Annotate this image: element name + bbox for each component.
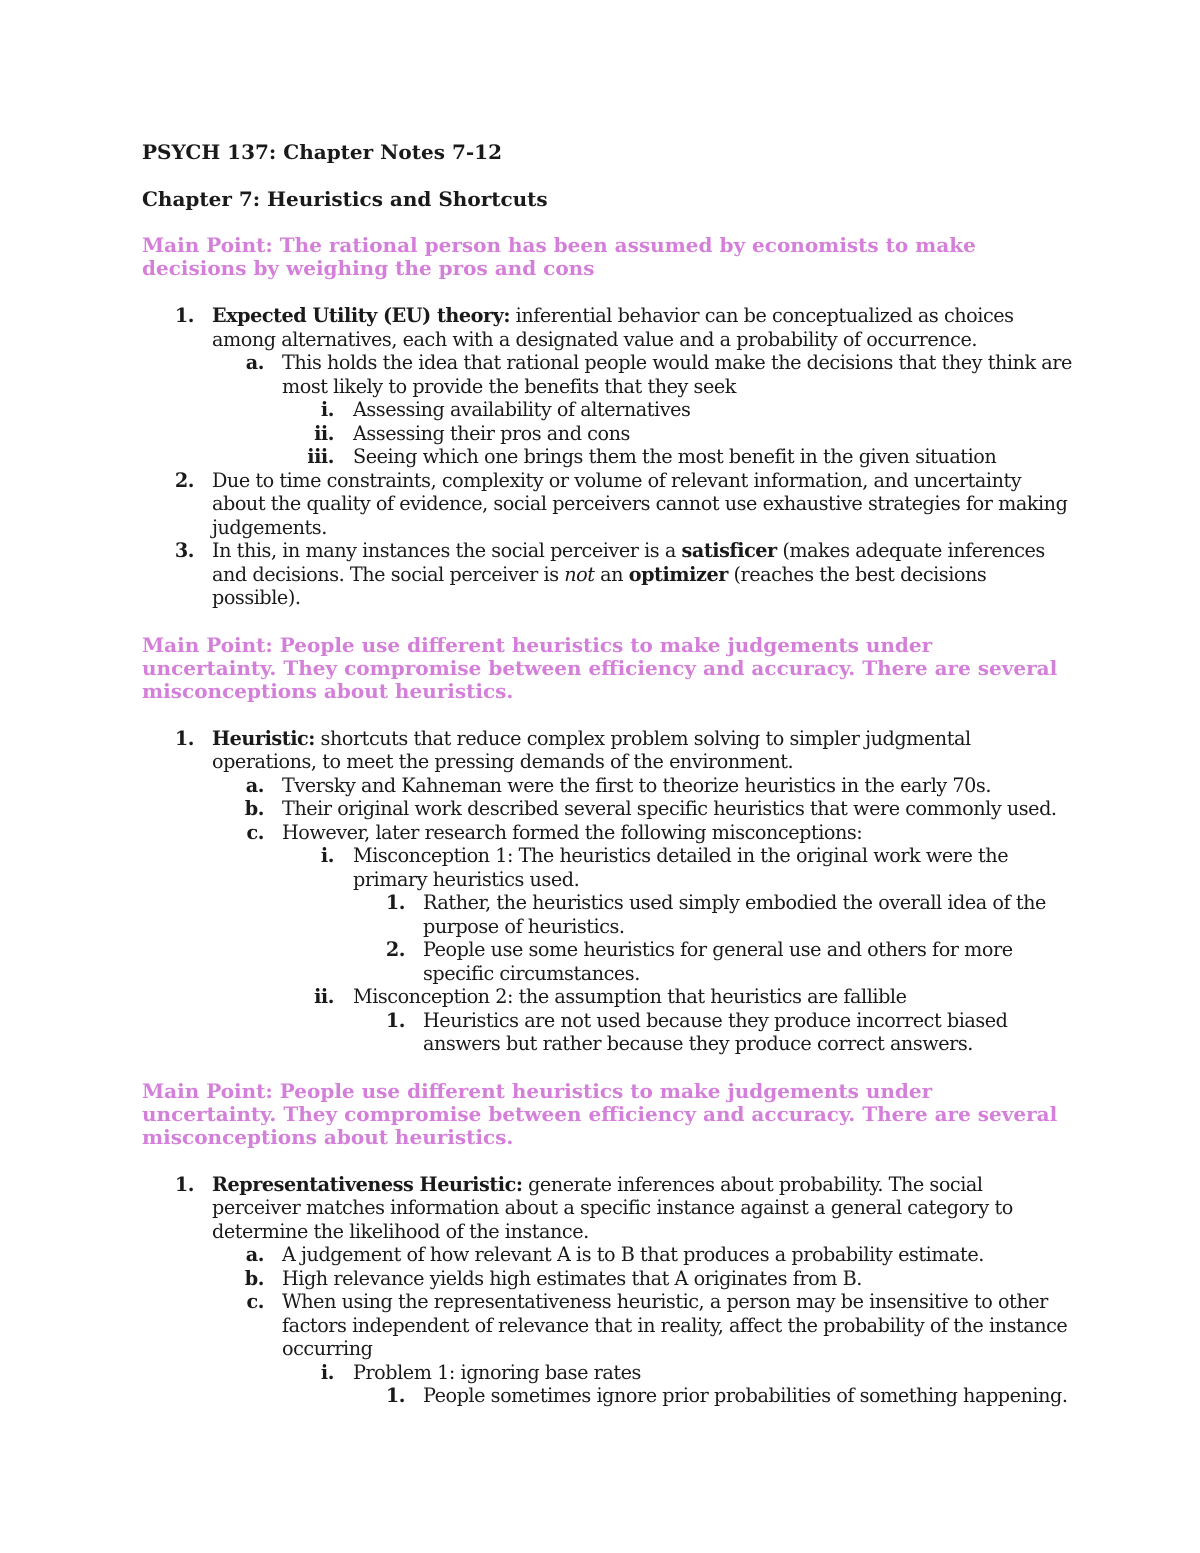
list-item [142, 539, 1072, 610]
document-page [142, 140, 1072, 1432]
list-text: People use some heuristics for general use and others for more specific circumstances. [423, 938, 1013, 985]
list-text: Their original work described several specific heuristics that were commonly used. [282, 797, 1057, 820]
list-item [142, 821, 1072, 845]
list-number: 1. [174, 1172, 194, 1196]
list-number: i. [320, 844, 334, 867]
list-item [142, 727, 1072, 774]
list-item [142, 1173, 1072, 1244]
list-text: Due to time constraints, complexity or volume of relevant information, and uncertainty about the quality of evidence, social perceivers cannot use exhaustive strategies for making judgements. [212, 468, 1068, 539]
list-number: 3. [174, 539, 194, 562]
list-text: inferential behavior can be conceptualized as choices among alternatives, each with a designated value and a probability of occurrence. [212, 304, 1014, 351]
chapter-title: Chapter 7: Heuristics and Shortcuts [142, 187, 548, 211]
list-item [142, 1361, 1072, 1385]
list-number: a. [245, 1243, 264, 1266]
list-item [142, 985, 1072, 1009]
list-text: Misconception 2: the assumption that heuristics are fallible [353, 985, 907, 1008]
list-text: When using the representativeness heuristic, a person may be insensitive to other factors independent of relevance that in reality, affect the probability of the instance occurring [282, 1290, 1068, 1360]
list-number: ii. [314, 985, 334, 1008]
list-text: High relevance yields high estimates that A originates from B. [282, 1266, 862, 1290]
list-text: (reaches the best decisions possible). [212, 562, 987, 609]
list-number: b. [244, 1266, 264, 1290]
list-text: Heuristics are not used because they produce incorrect biased answers but rather because they produce correct answers. [423, 1008, 1008, 1055]
list-number: i. [320, 398, 334, 421]
list-number: 1. [174, 726, 194, 750]
term-satisficer: satisficer [681, 539, 777, 562]
list-number: c. [246, 1290, 264, 1313]
term-optimizer: optimizer [628, 562, 728, 586]
list-number: ii. [314, 421, 334, 445]
outline-list-1 [142, 304, 1072, 610]
outline-list-2 [142, 727, 1072, 1056]
list-text: This holds the idea that rational people would make the decisions that they think are most likely to provide the benefits that they seek [282, 351, 1072, 398]
list-item [142, 351, 1072, 398]
list-text: Seeing which one brings them the most benefit in the given situation [353, 445, 997, 468]
list-number: 2. [174, 468, 194, 492]
list-item [142, 304, 1072, 351]
list-item [142, 797, 1072, 821]
document-title: PSYCH 137: Chapter Notes 7-12 [142, 140, 502, 164]
list-number: 1. [385, 891, 405, 914]
list-number: a. [245, 351, 264, 374]
main-point-1: Main Point: The rational person has been assumed by economists to make decisions by weighing the pros and cons [142, 233, 976, 280]
list-text: People sometimes ignore prior probabilities of something happening. [423, 1384, 1068, 1407]
list-item [142, 1009, 1072, 1056]
list-number: a. [245, 773, 264, 797]
list-number: 1. [174, 304, 194, 327]
list-number: i. [320, 1360, 334, 1384]
list-text: an [594, 562, 629, 586]
term-representativeness-heuristic: Representativeness Heuristic: [212, 1172, 523, 1196]
list-item [142, 844, 1072, 891]
list-text: shortcuts that reduce complex problem solving to simpler judgmental operations, to meet the pressing demands of the environment. [212, 726, 971, 773]
list-text: Assessing availability of alternatives [353, 398, 691, 421]
list-item [142, 398, 1072, 422]
list-item [142, 891, 1072, 938]
list-text: Tversky and Kahneman were the first to theorize heuristics in the early 70s. [282, 773, 991, 797]
list-item [142, 1267, 1072, 1291]
main-point-3: Main Point: People use different heuristics to make judgements under uncertainty. They compromise between efficiency and accuracy. There are several misconceptions about heuristics. [142, 1078, 1058, 1149]
list-number: b. [244, 797, 264, 820]
list-text: Rather, the heuristics used simply embodied the overall idea of the purpose of heuristics. [423, 891, 1046, 938]
list-text: (makes adequate inferences and decisions. The social perceiver is [212, 539, 1045, 586]
term-expected-utility: Expected Utility (EU) theory: [212, 304, 510, 327]
list-item [142, 445, 1072, 469]
list-item [142, 1290, 1072, 1361]
list-text: Misconception 1: The heuristics detailed in the original work were the primary heuristics used. [353, 844, 1009, 891]
list-item [142, 774, 1072, 798]
list-text: Assessing their pros and cons [353, 421, 630, 445]
list-number: 1. [385, 1008, 405, 1032]
list-text: However, later research formed the following misconceptions: [282, 820, 863, 844]
list-text: generate inferences about probability. The social perceiver matches information about a specific instance against a general category to determine the likelihood of the instance. [212, 1172, 1013, 1243]
list-text: In this, in many instances the social perceiver is a [212, 539, 682, 562]
list-text: A judgement of how relevant A is to B that produces a probability estimate. [282, 1243, 984, 1266]
emphasis-not: not [564, 562, 595, 586]
list-item [142, 469, 1072, 540]
list-text: Problem 1: ignoring base rates [353, 1360, 641, 1384]
list-number: 1. [385, 1384, 405, 1407]
list-item [142, 1384, 1072, 1408]
list-number: iii. [307, 445, 334, 468]
main-point-2: Main Point: People use different heuristics to make judgements under uncertainty. They compromise between efficiency and accuracy. There are several misconceptions about heuristics. [142, 632, 1058, 703]
list-item [142, 938, 1072, 985]
list-item [142, 1243, 1072, 1267]
list-item [142, 422, 1072, 446]
outline-list-3 [142, 1173, 1072, 1408]
term-heuristic: Heuristic: [212, 726, 315, 750]
list-number: 2. [385, 938, 405, 961]
list-number: c. [246, 820, 264, 844]
